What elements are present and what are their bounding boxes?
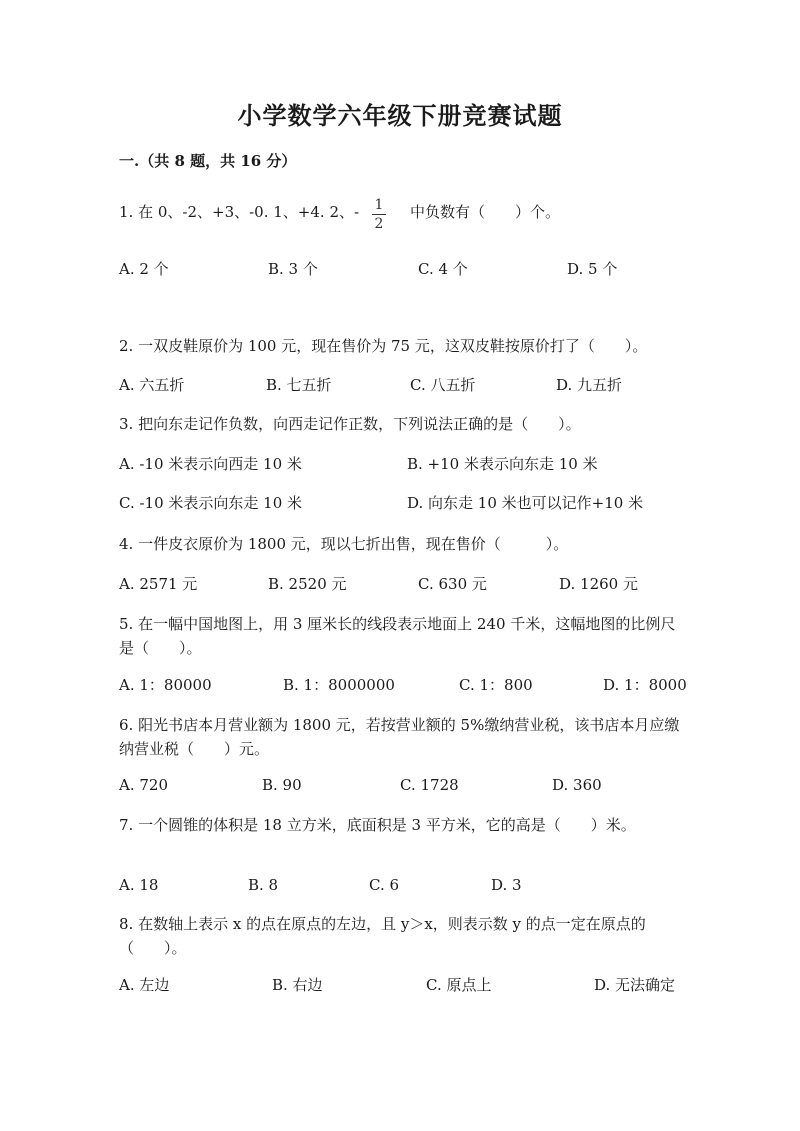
question-1-stem: 1. 在 0、-2、+3、-0. 1、+4. 2、- (119, 203, 360, 221)
question-8-stem: 8. 在数轴上表示 x 的点在原点的左边，且 y＞x，则表示数 y 的点一定在原点的（ ）。 (119, 915, 646, 957)
question-8-option-b[interactable]: B. 右边 (272, 976, 323, 994)
question-1-option-d[interactable]: D. 5 个 (567, 260, 618, 278)
question-6-option-d[interactable]: D. 360 (552, 776, 602, 794)
question-1-option-a[interactable]: A. 2 个 (119, 260, 169, 278)
question-5-option-d[interactable]: D. 1：8000 (603, 676, 687, 694)
question-1-stem-tail: 中负数有（ ）个。 (410, 203, 561, 221)
question-3-option-b[interactable]: B. +10 米表示向东走 10 米 (407, 455, 598, 473)
question-4-option-c[interactable]: C. 630 元 (418, 575, 487, 593)
question-4-option-d[interactable]: D. 1260 元 (559, 575, 638, 593)
fraction-numerator: 1 (374, 197, 384, 213)
question-3-option-d[interactable]: D. 向东走 10 米也可以记作+10 米 (407, 494, 644, 512)
question-7-option-d[interactable]: D. 3 (491, 876, 522, 894)
question-7-option-a[interactable]: A. 18 (119, 876, 159, 894)
question-1-option-b[interactable]: B. 3 个 (268, 260, 318, 278)
section-heading: 一.（共 8 题，共 16 分） (119, 152, 297, 170)
question-5-option-c[interactable]: C. 1：800 (459, 676, 533, 694)
question-3-option-a[interactable]: A. -10 米表示向西走 10 米 (119, 455, 302, 473)
question-2-stem: 2. 一双皮鞋原价为 100 元，现在售价为 75 元，这双皮鞋按原价打了（ ）。 (119, 337, 648, 355)
question-6-option-c[interactable]: C. 1728 (400, 776, 459, 794)
fraction-denominator: 2 (374, 216, 384, 232)
question-4-stem: 4. 一件皮衣原价为 1800 元，现以七折出售，现在售价（ ）。 (119, 535, 569, 553)
question-4-option-b[interactable]: B. 2520 元 (268, 575, 347, 593)
question-1-option-c[interactable]: C. 4 个 (418, 260, 468, 278)
question-7-option-c[interactable]: C. 6 (369, 876, 400, 894)
question-2-option-a[interactable]: A. 六五折 (119, 376, 185, 394)
question-6-option-b[interactable]: B. 90 (262, 776, 302, 794)
question-2-option-b[interactable]: B. 七五折 (266, 376, 332, 394)
question-8-option-a[interactable]: A. 左边 (119, 976, 170, 994)
question-1-fraction (370, 197, 388, 232)
question-2-option-c[interactable]: C. 八五折 (410, 376, 476, 394)
question-5-option-a[interactable]: A. 1：80000 (119, 676, 212, 694)
question-7-stem: 7. 一个圆锥的体积是 18 立方米，底面积是 3 平方米，它的高是（ ）米。 (119, 816, 636, 834)
fraction-bar (372, 214, 386, 215)
question-6-stem: 6. 阳光书店本月营业额为 1800 元，若按营业额的 5%缴纳营业税，该书店本月应缴纳营业税（ ）元。 (119, 716, 680, 758)
question-5-option-b[interactable]: B. 1：8000000 (283, 676, 395, 694)
question-6-option-a[interactable]: A. 720 (119, 776, 168, 794)
question-2-option-d[interactable]: D. 九五折 (556, 376, 623, 394)
question-8-option-d[interactable]: D. 无法确定 (594, 976, 676, 994)
page-title: 小学数学六年级下册竞赛试题 (237, 101, 563, 130)
question-8-option-c[interactable]: C. 原点上 (426, 976, 492, 994)
question-4-option-a[interactable]: A. 2571 元 (119, 575, 198, 593)
question-3-option-c[interactable]: C. -10 米表示向东走 10 米 (119, 494, 303, 512)
question-3-stem: 3. 把向东走记作负数，向西走记作正数，下列说法正确的是（ ）。 (119, 415, 581, 433)
question-5-stem: 5. 在一幅中国地图上，用 3 厘米长的线段表示地面上 240 千米，这幅地图的比例尺是（ ）。 (119, 615, 676, 657)
question-7-option-b[interactable]: B. 8 (248, 876, 279, 894)
